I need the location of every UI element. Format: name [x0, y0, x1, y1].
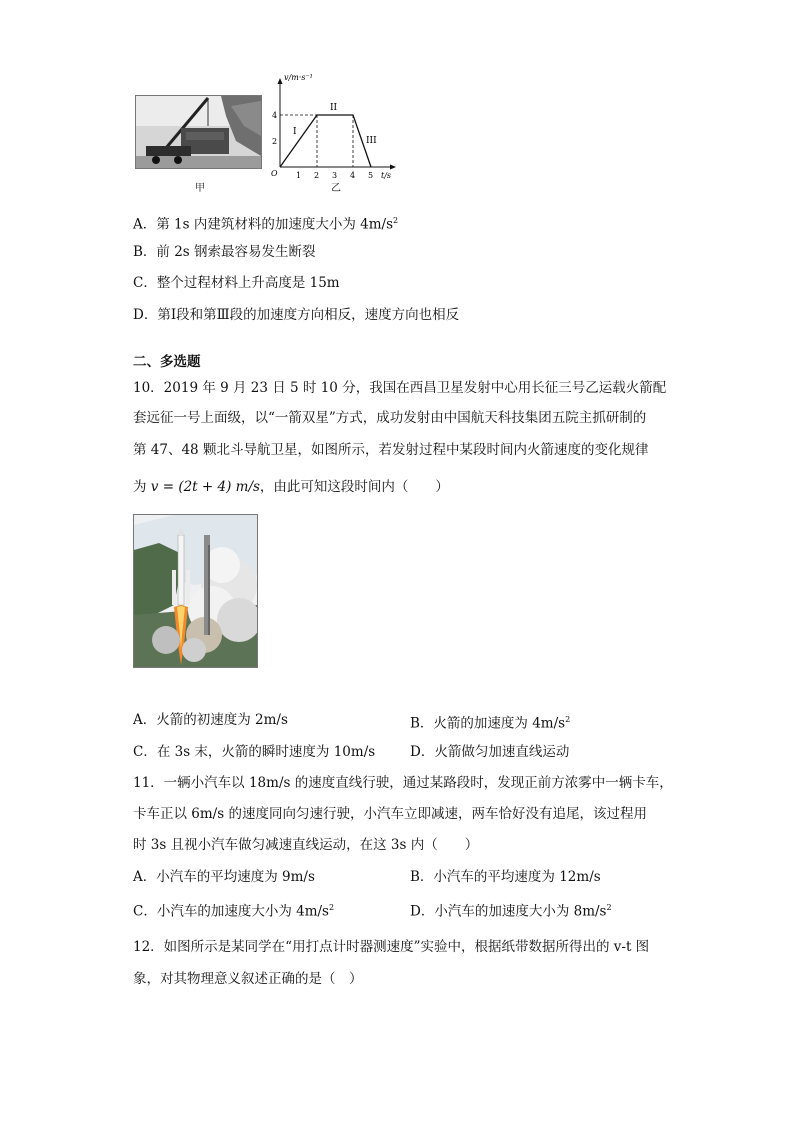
q9-option-a: A．第 1s 内建筑材料的加速度大小为 $4m/s^2$: [133, 216, 399, 233]
q9-option-d: D．第Ⅰ段和第Ⅲ段的加速度方向相反，速度方向也相反: [133, 307, 460, 323]
q12-line-1: 12．如图所示是某同学在“用打点计时器测速度”实验中，根据纸带数据所得出的 v-t 图: [133, 939, 650, 955]
y-tick-4: 4: [272, 111, 278, 120]
y-axis-label: v/m·s⁻¹: [284, 73, 313, 82]
q10-line-1: 10．2019 年 9 月 23 日 5 时 10 分，我国在西昌卫星发射中心用长征三号乙运载火箭配: [133, 380, 667, 396]
origin-label: O: [271, 169, 278, 178]
figure-caption-left: 甲: [195, 183, 205, 194]
x-tick-4: 4: [350, 171, 356, 180]
q11-line-3: 时 3s 且视小汽车做匀减速直线运动，在这 3s 内（ ）: [133, 837, 479, 853]
x-tick-1: 1: [296, 171, 302, 180]
segment-label-3: III: [366, 136, 377, 146]
section-title-multiple-choice: 二、多选题: [133, 354, 201, 370]
q9-option-c: C．整个过程材料上升高度是 15m: [133, 275, 340, 291]
x-tick-3: 3: [332, 171, 338, 180]
q11-option-b: B．小汽车的平均速度为 12m/s: [410, 869, 601, 885]
segment-label-2: II: [330, 103, 338, 113]
vt-line: [280, 115, 371, 167]
q10-line-3: 第 47、48 颗北斗导航卫星，如图所示，若发射过程中某段时间内火箭速度的变化规律: [133, 442, 649, 458]
q11-option-d: D．小汽车的加速度大小为 $8m/s^2$: [410, 903, 612, 920]
q10-option-b: B．火箭的加速度为 $4m/s^2$: [410, 715, 571, 732]
q10-option-c: C．在 3s 末，火箭的瞬时速度为 10m/s: [133, 744, 376, 760]
segment-label-1: I: [293, 127, 297, 137]
q10-option-a: A．火箭的初速度为 2m/s: [133, 712, 288, 728]
q10-line-2: 套远征一号上面级，以“一箭双星”方式，成功发射由中国航天科技集团五院主抓研制的: [133, 410, 647, 426]
velocity-formula: v = (2t + 4) m/s: [150, 479, 260, 495]
crane-photo: [135, 95, 262, 169]
q10-option-d: D．火箭做匀加速直线运动: [410, 744, 570, 760]
figure-caption-right: 乙: [331, 183, 341, 194]
vt-graph: [262, 70, 402, 190]
q11-option-a: A．小汽车的平均速度为 9m/s: [133, 869, 315, 885]
x-axis-label: t/s: [381, 171, 392, 180]
x-tick-2: 2: [314, 171, 320, 180]
q10-line-4: 为 v = (2t + 4) m/s，由此可知这段时间内（ ）: [133, 479, 449, 495]
q9-option-b: B．前 2s 钢索最容易发生断裂: [133, 244, 316, 260]
q11-line-2: 卡车正以 6m/s 的速度同向匀速行驶，小汽车立即减速，两车恰好没有追尾，该过程用: [133, 806, 647, 822]
q11-line-1: 11．一辆小汽车以 18m/s 的速度直线行驶，通过某路段时，发现正前方浓雾中一辆卡车，: [133, 775, 673, 791]
q11-option-c: C．小汽车的加速度大小为 $4m/s^2$: [133, 903, 335, 920]
rocket-launch-photo: [133, 514, 258, 668]
x-tick-5: 5: [368, 171, 374, 180]
q12-line-2: 象，对其物理意义叙述正确的是（ ）: [133, 971, 363, 987]
y-tick-2: 2: [272, 137, 278, 146]
